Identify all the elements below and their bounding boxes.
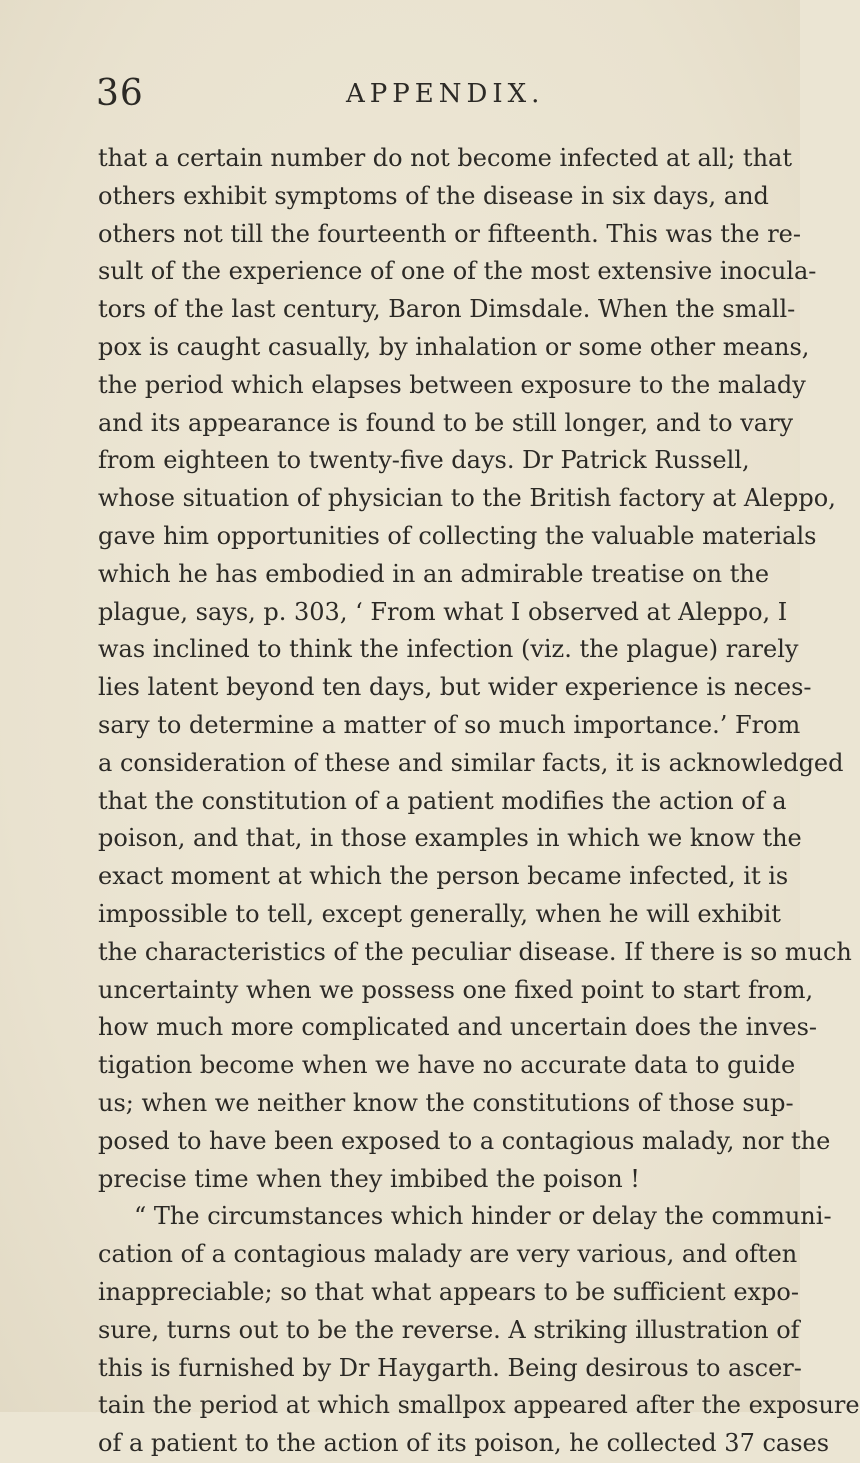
text-line: that a certain number do not become infected at all; that (98, 144, 792, 172)
text-line: impossible to tell, except generally, when he will exhibit (98, 899, 781, 928)
text-line: which he has embodied in an admirable treatise on the (98, 559, 770, 588)
running-head-title: APPENDIX. (346, 79, 545, 109)
text-line: sary to determine a matter of so much importance.’ From (98, 710, 801, 739)
running-head (96, 72, 740, 116)
text-line: plague, says, p. 303, ‘ From what I observed at Aleppo, I (98, 597, 788, 626)
text-line: uncertainty when we possess one fixed point to start from, (98, 975, 814, 1004)
text-line: posed to have been exposed to a contagious malady, nor the (98, 1126, 831, 1155)
text-line: cation of a contagious malady are very various, and often (98, 1240, 798, 1269)
page-number: 36 (96, 73, 144, 114)
text-line: tigation become when we have no accurate data to guide (98, 1051, 796, 1080)
text-line: lies latent beyond ten days, but wider experience is neces- (98, 673, 812, 702)
text-line: the characteristics of the peculiar disease. If there is so much (98, 937, 852, 966)
text-line: “ The circumstances which hinder or delay the communi- (134, 1202, 832, 1231)
text-line: exact moment at which the person became infected, it is (98, 862, 789, 891)
text-line: inappreciable; so that what appears to be sufficient expo- (98, 1277, 799, 1306)
text-line: sult of the experience of one of the most extensive inocula- (98, 257, 817, 286)
text-line: others not till the fourteenth or fifteenth. This was the re- (98, 219, 801, 248)
text-line: others exhibit symptoms of the disease in six days, and (98, 181, 769, 210)
text-line: us; when we neither know the constitutions of those sup- (98, 1088, 794, 1117)
text-line: this is furnished by Dr Haygarth. Being desirous to ascer- (98, 1353, 802, 1382)
text-line: whose situation of physician to the British factory at Aleppo, (98, 484, 836, 513)
text-line: gave him opportunities of collecting the valuable materials (98, 521, 817, 550)
text-line: how much more complicated and uncertain does the inves- (98, 1013, 818, 1042)
text-line: that the constitution of a patient modifies the action of a (98, 786, 787, 815)
text-line: the period which elapses between exposure to the malady (98, 370, 806, 399)
text-line: was inclined to think the infection (viz. the plague) rarely (98, 635, 799, 664)
text-line: sure, turns out to be the reverse. A striking illustration of (98, 1315, 800, 1344)
text-line: tain the period at which smallpox appeared after the exposure (98, 1391, 860, 1420)
text-line: tors of the last century, Baron Dimsdale. When the small- (98, 295, 796, 324)
text-line: a consideration of these and similar facts, it is acknowledged (98, 748, 844, 777)
text-line: of a patient to the action of its poison, he collected 37 cases (98, 1429, 830, 1458)
text-line: and its appearance is found to be still longer, and to vary (98, 408, 794, 437)
text-line: from eighteen to twenty-five days. Dr Patrick Russell, (98, 446, 750, 475)
text-line: precise time when they imbibed the poison ! (98, 1164, 640, 1193)
body-text (98, 140, 860, 1463)
text-line: pox is caught casually, by inhalation or some other means, (98, 332, 810, 361)
text-line: poison, and that, in those examples in which we know the (98, 824, 802, 853)
